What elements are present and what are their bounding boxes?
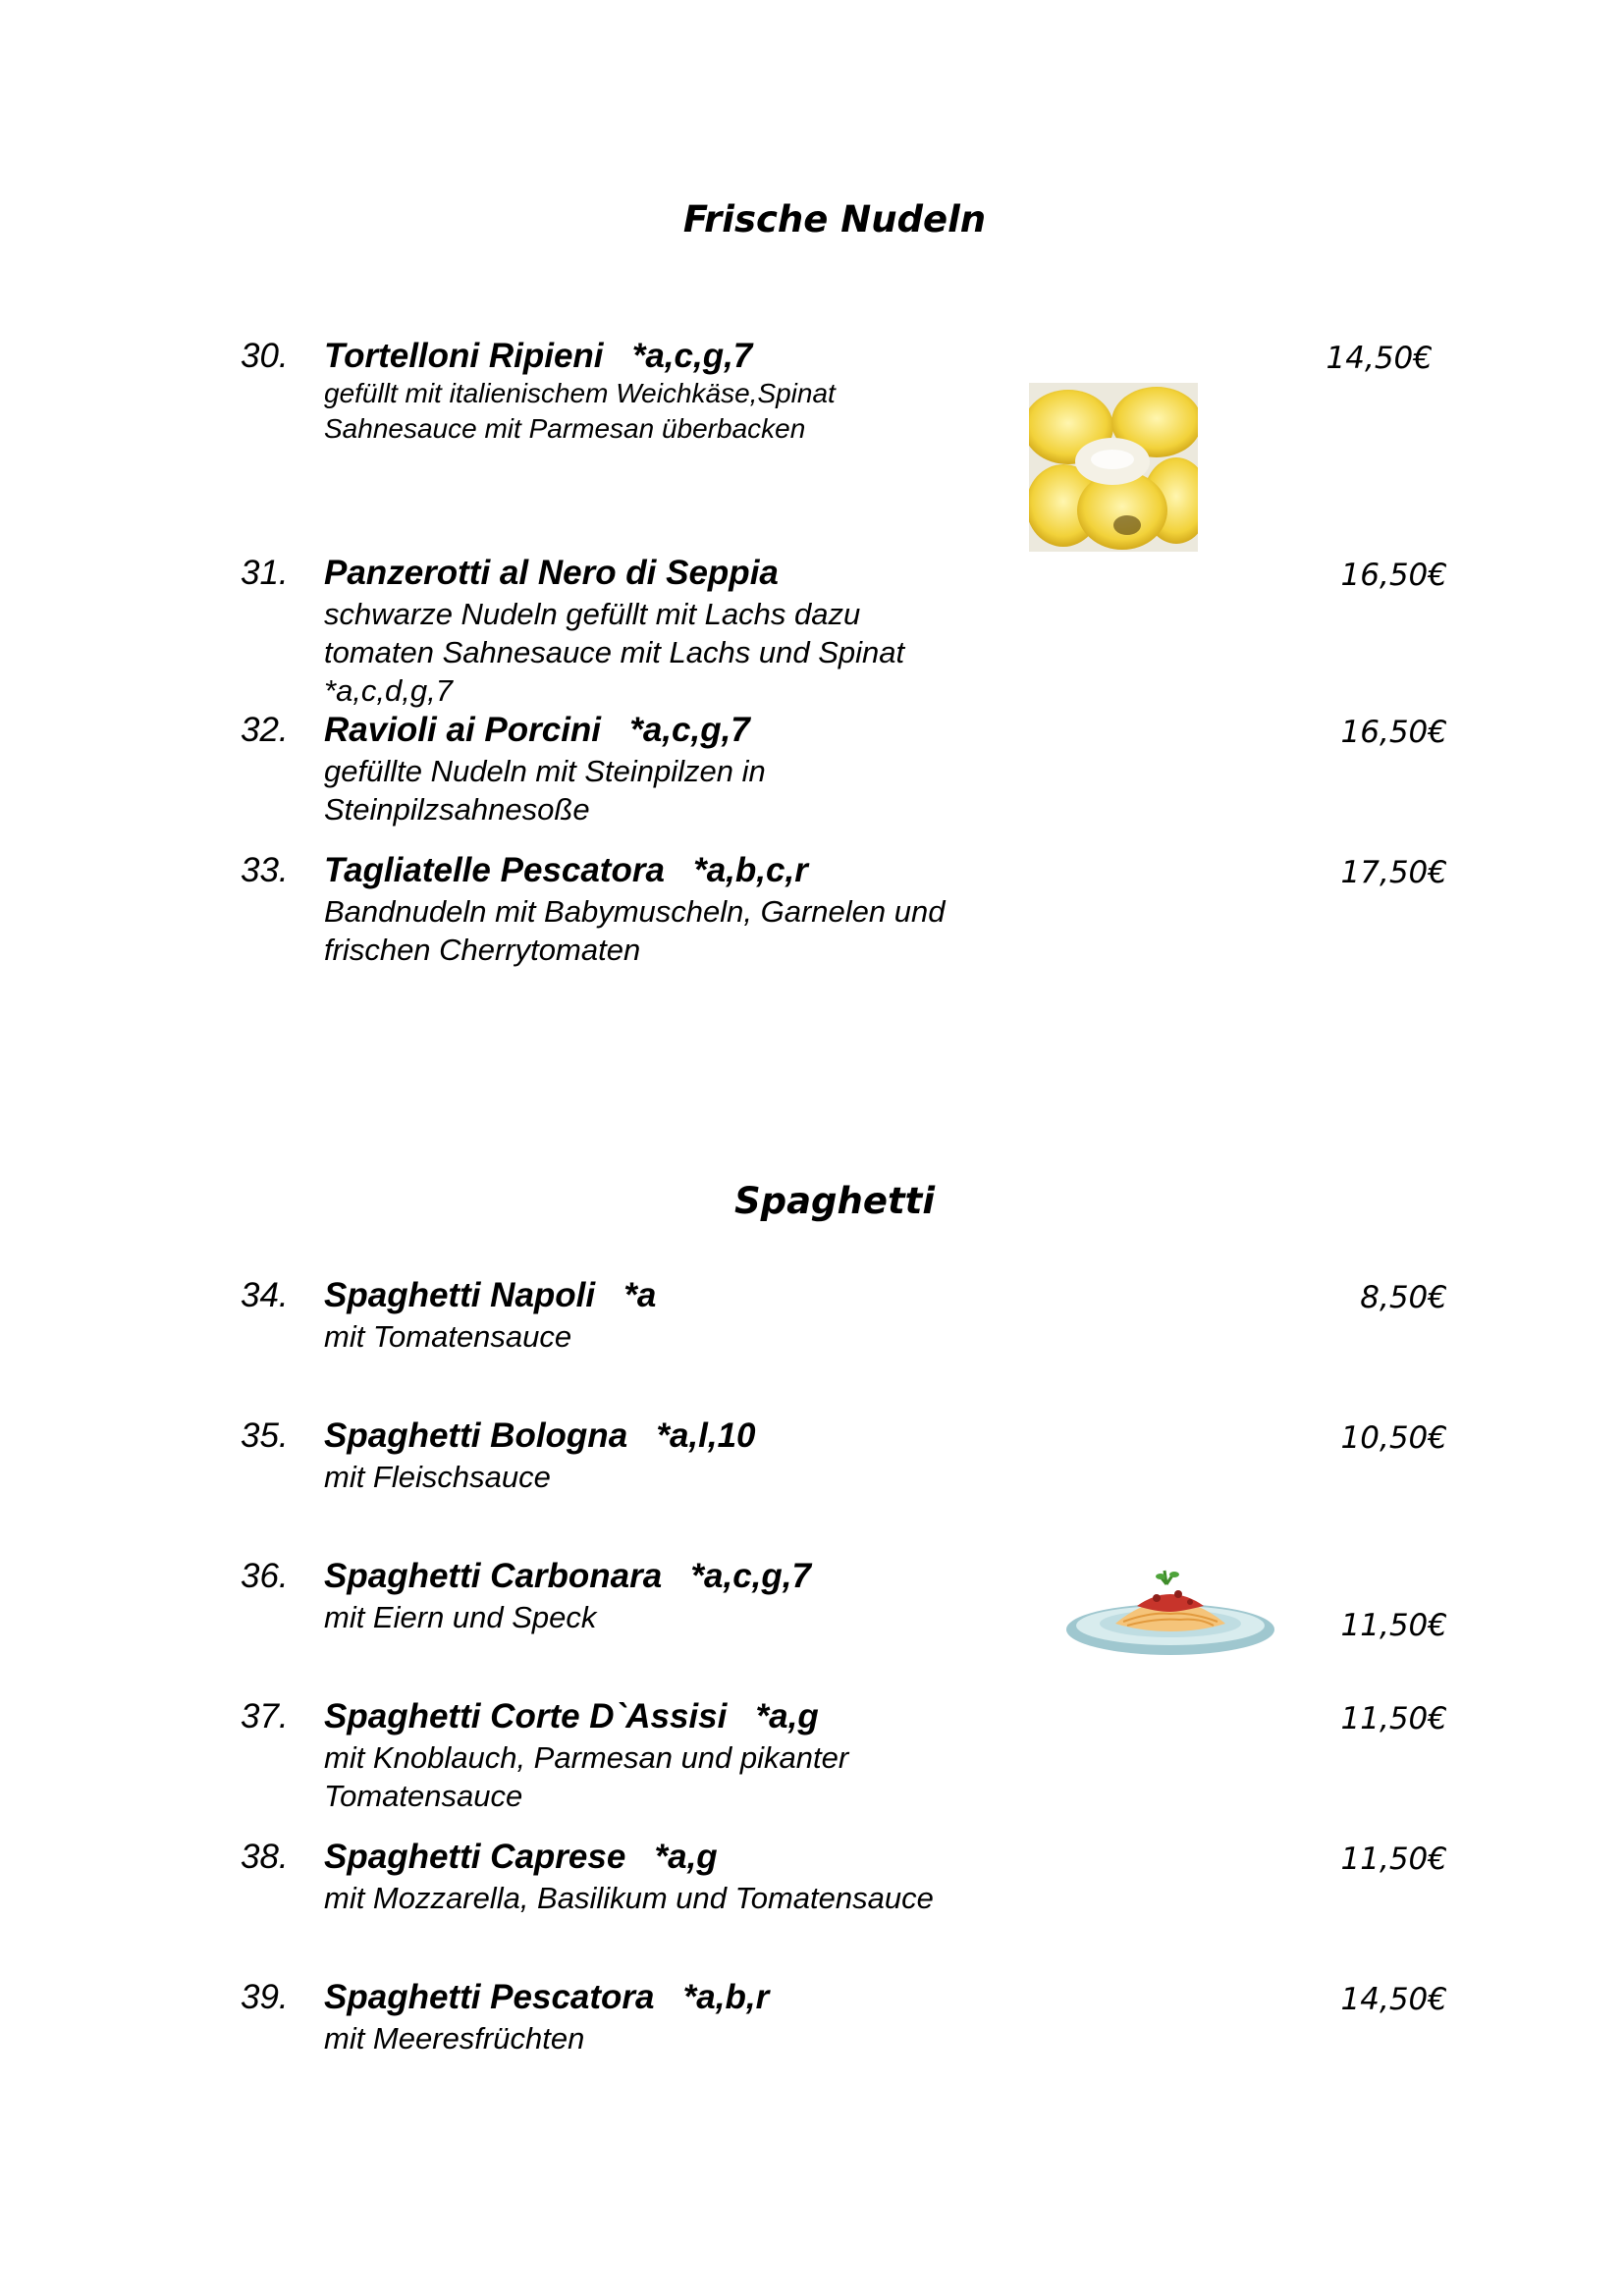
description-line: mit Meeresfrüchten xyxy=(324,2021,585,2056)
item-number: 38. xyxy=(241,1838,289,1876)
description-line: frischen Cherrytomaten xyxy=(324,933,641,967)
item-number: 35. xyxy=(241,1416,289,1455)
section-heading-frische-nudeln: Frische Nudeln xyxy=(682,198,987,240)
description-line: Steinpilzsahnesoße xyxy=(324,792,590,827)
description-line: gefüllte Nudeln mit Steinpilzen in xyxy=(324,754,766,788)
description-line: gefüllt mit italienischem Weichkäse,Spinat xyxy=(324,378,836,408)
item-title: Spaghetti Caprese *a,g xyxy=(324,1838,718,1876)
item-description xyxy=(324,892,1031,969)
item-price: 11,50€ xyxy=(1340,1701,1447,1736)
description-line: mit Tomatensauce xyxy=(324,1319,572,1354)
item-price: 16,50€ xyxy=(1340,558,1447,593)
description-line: mit Fleischsauce xyxy=(324,1460,551,1494)
item-price: 11,50€ xyxy=(1340,1842,1447,1877)
item-description xyxy=(324,2019,1031,2057)
item-description xyxy=(324,752,1031,828)
item-description xyxy=(324,1458,1031,1496)
item-title: Spaghetti Corte D`Assisi *a,g xyxy=(324,1697,819,1735)
description-line: Bandnudeln mit Babymuscheln, Garnelen und xyxy=(324,894,946,929)
spaghetti-plate-icon xyxy=(1062,1563,1278,1661)
section-heading-spaghetti: Spaghetti xyxy=(733,1180,936,1222)
item-title: Spaghetti Napoli *a xyxy=(324,1276,657,1314)
item-number: 37. xyxy=(241,1697,289,1735)
description-line: *a,c,d,g,7 xyxy=(324,673,453,708)
description-line: Tomatensauce xyxy=(324,1779,523,1813)
item-description xyxy=(324,1879,1031,1917)
item-price: 17,50€ xyxy=(1340,855,1447,890)
item-price: 14,50€ xyxy=(1326,341,1433,376)
item-title: Panzerotti al Nero di Seppia xyxy=(324,554,779,592)
item-description xyxy=(324,1598,1031,1636)
item-description xyxy=(324,376,1031,447)
item-price: 14,50€ xyxy=(1340,1982,1447,2017)
item-title: Spaghetti Bologna *a,l,10 xyxy=(324,1416,756,1455)
item-number: 32. xyxy=(241,711,289,749)
item-number: 31. xyxy=(241,554,289,592)
item-number: 36. xyxy=(241,1557,289,1595)
item-number: 30. xyxy=(241,337,289,375)
item-price: 16,50€ xyxy=(1340,715,1447,750)
item-title: Tortelloni Ripieni *a,c,g,7 xyxy=(324,337,753,375)
description-line: mit Mozzarella, Basilikum und Tomatensauce xyxy=(324,1881,934,1915)
item-title: Spaghetti Carbonara *a,c,g,7 xyxy=(324,1557,811,1595)
item-description xyxy=(324,1738,1031,1815)
item-title: Spaghetti Pescatora *a,b,r xyxy=(324,1978,770,2016)
description-line: mit Knoblauch, Parmesan und pikanter xyxy=(324,1740,849,1775)
item-title: Ravioli ai Porcini *a,c,g,7 xyxy=(324,711,750,749)
item-number: 33. xyxy=(241,851,289,889)
item-description xyxy=(324,1317,1031,1356)
item-description xyxy=(324,595,1031,710)
description-line: Sahnesauce mit Parmesan überbacken xyxy=(324,413,806,444)
item-price: 11,50€ xyxy=(1340,1608,1447,1643)
description-line: schwarze Nudeln gefüllt mit Lachs dazu xyxy=(324,597,861,631)
tortelloni-photo xyxy=(1029,383,1198,552)
item-number: 34. xyxy=(241,1276,289,1314)
item-title: Tagliatelle Pescatora *a,b,c,r xyxy=(324,851,808,889)
description-line: tomaten Sahnesauce mit Lachs und Spinat xyxy=(324,635,905,669)
item-price: 10,50€ xyxy=(1340,1420,1447,1456)
item-price: 8,50€ xyxy=(1360,1280,1447,1315)
item-number: 39. xyxy=(241,1978,289,2016)
description-line: mit Eiern und Speck xyxy=(324,1600,597,1634)
